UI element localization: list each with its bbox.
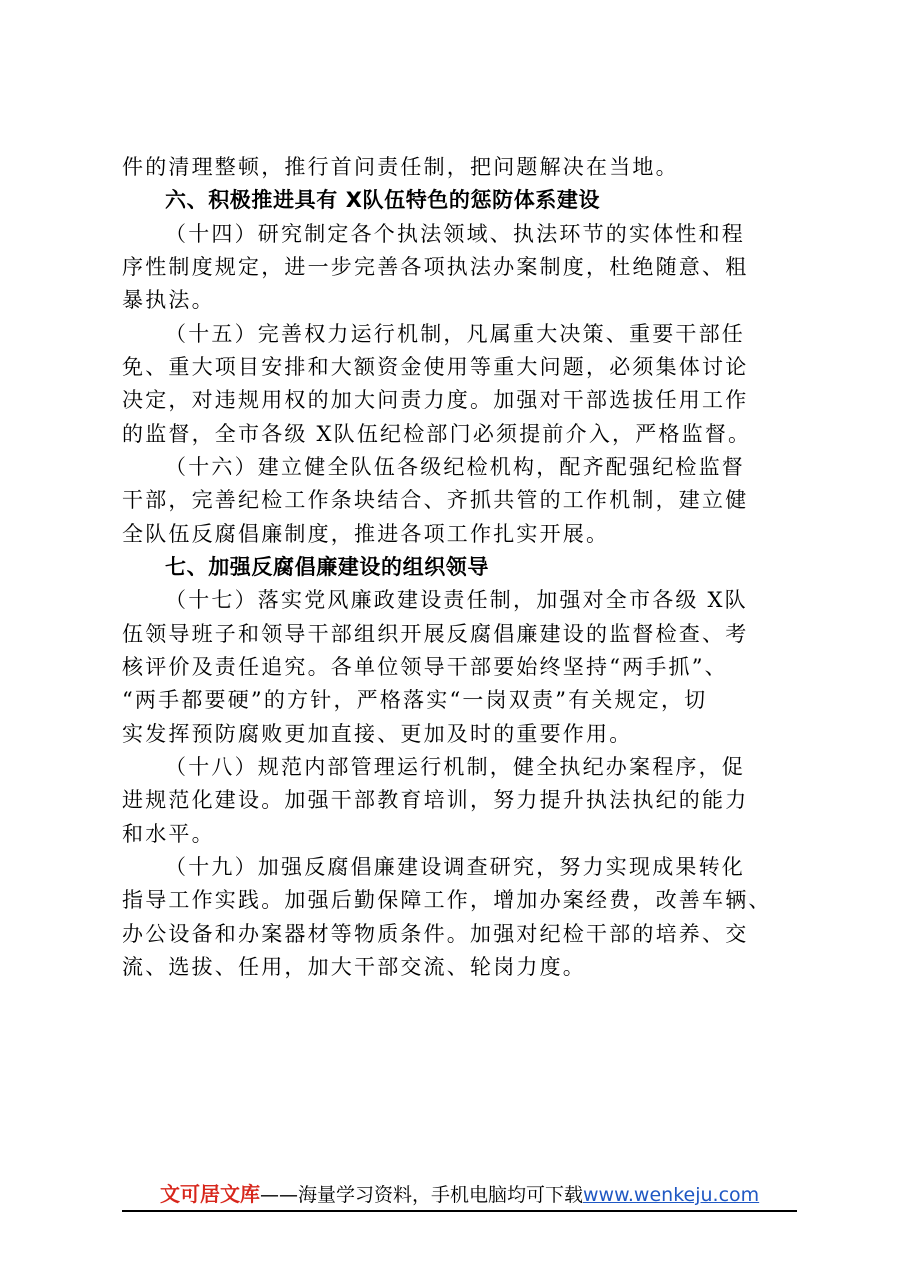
paragraph-15-line: 的监督，全市各级 X队伍纪检部门必须提前介入，严格监督。 [122, 422, 752, 446]
paragraph-17-line: 实发挥预防腐败更加直接、更加及时的重要作用。 [122, 722, 633, 746]
footer-divider [122, 1210, 797, 1212]
paragraph-15-line: 免、重大项目安排和大额资金使用等重大问题，必须集体讨论 [122, 355, 749, 379]
page-footer [160, 1180, 759, 1209]
paragraph-19-line: 流、选拔、任用，加大干部交流、轮岗力度。 [122, 955, 586, 979]
body-line: 件的清理整顿，推行首问责任制，把问题解决在当地。 [122, 155, 679, 179]
footer-site-link[interactable]: www.wenkeju.com [583, 1184, 760, 1206]
paragraph-15-line: 决定，对违规用权的加大问责力度。加强对干部选拔任用工作 [122, 388, 749, 412]
paragraph-16-line: （十六）建立健全队伍各级纪检机构，配齐配强纪检监督 [165, 455, 745, 479]
paragraph-19-line: 办公设备和办案器材等物质条件。加强对纪检干部的培养、交 [122, 922, 749, 946]
paragraph-17-line: 核评价及责任追究。各单位领导干部要始终坚持“两手抓”、 [122, 655, 728, 679]
paragraph-18-line: 和水平。 [122, 822, 215, 846]
paragraph-18-line: 进规范化建设。加强干部教育培训，努力提升执法执纪的能力 [122, 788, 749, 812]
paragraph-17-line: “两手都要硬”的方针，严格落实“一岗双责”有关规定，切 [122, 688, 708, 712]
paragraph-15-line: （十五）完善权力运行机制，凡属重大决策、重要干部任 [165, 322, 745, 346]
paragraph-14-line: 暴执法。 [122, 288, 215, 312]
section-heading-7: 七、加强反腐倡廉建设的组织领导 [165, 555, 489, 579]
paragraph-14-line: （十四）研究制定各个执法领域、执法环节的实体性和程 [165, 222, 745, 246]
section-heading-6: 六、积极推进具有 X队伍特色的惩防体系建设 [165, 188, 601, 212]
paragraph-17-line: （十七）落实党风廉政建设责任制，加强对全市各级 X队 [165, 588, 748, 612]
paragraph-14-line: 序性制度规定，进一步完善各项执法办案制度，杜绝随意、粗 [122, 255, 749, 279]
paragraph-19-line: （十九）加强反腐倡廉建设调查研究，努力实现成果转化 [165, 855, 745, 879]
paragraph-17-line: 伍领导班子和领导干部组织开展反腐倡廉建设的监督检查、考 [122, 622, 749, 646]
paragraph-18-line: （十八）规范内部管理运行机制，健全执纪办案程序，促 [165, 755, 745, 779]
footer-slogan: ——海量学习资料，手机电脑均可下载 [260, 1184, 584, 1206]
paragraph-16-line: 全队伍反腐倡廉制度，推进各项工作扎实开展。 [122, 522, 610, 546]
paragraph-16-line: 干部，完善纪检工作条块结合、齐抓共管的工作机制，建立健 [122, 488, 749, 512]
footer-brand: 文可居文库 [160, 1182, 260, 1206]
paragraph-19-line: 指导工作实践。加强后勤保障工作，增加办案经费，改善车辆、 [122, 888, 772, 912]
